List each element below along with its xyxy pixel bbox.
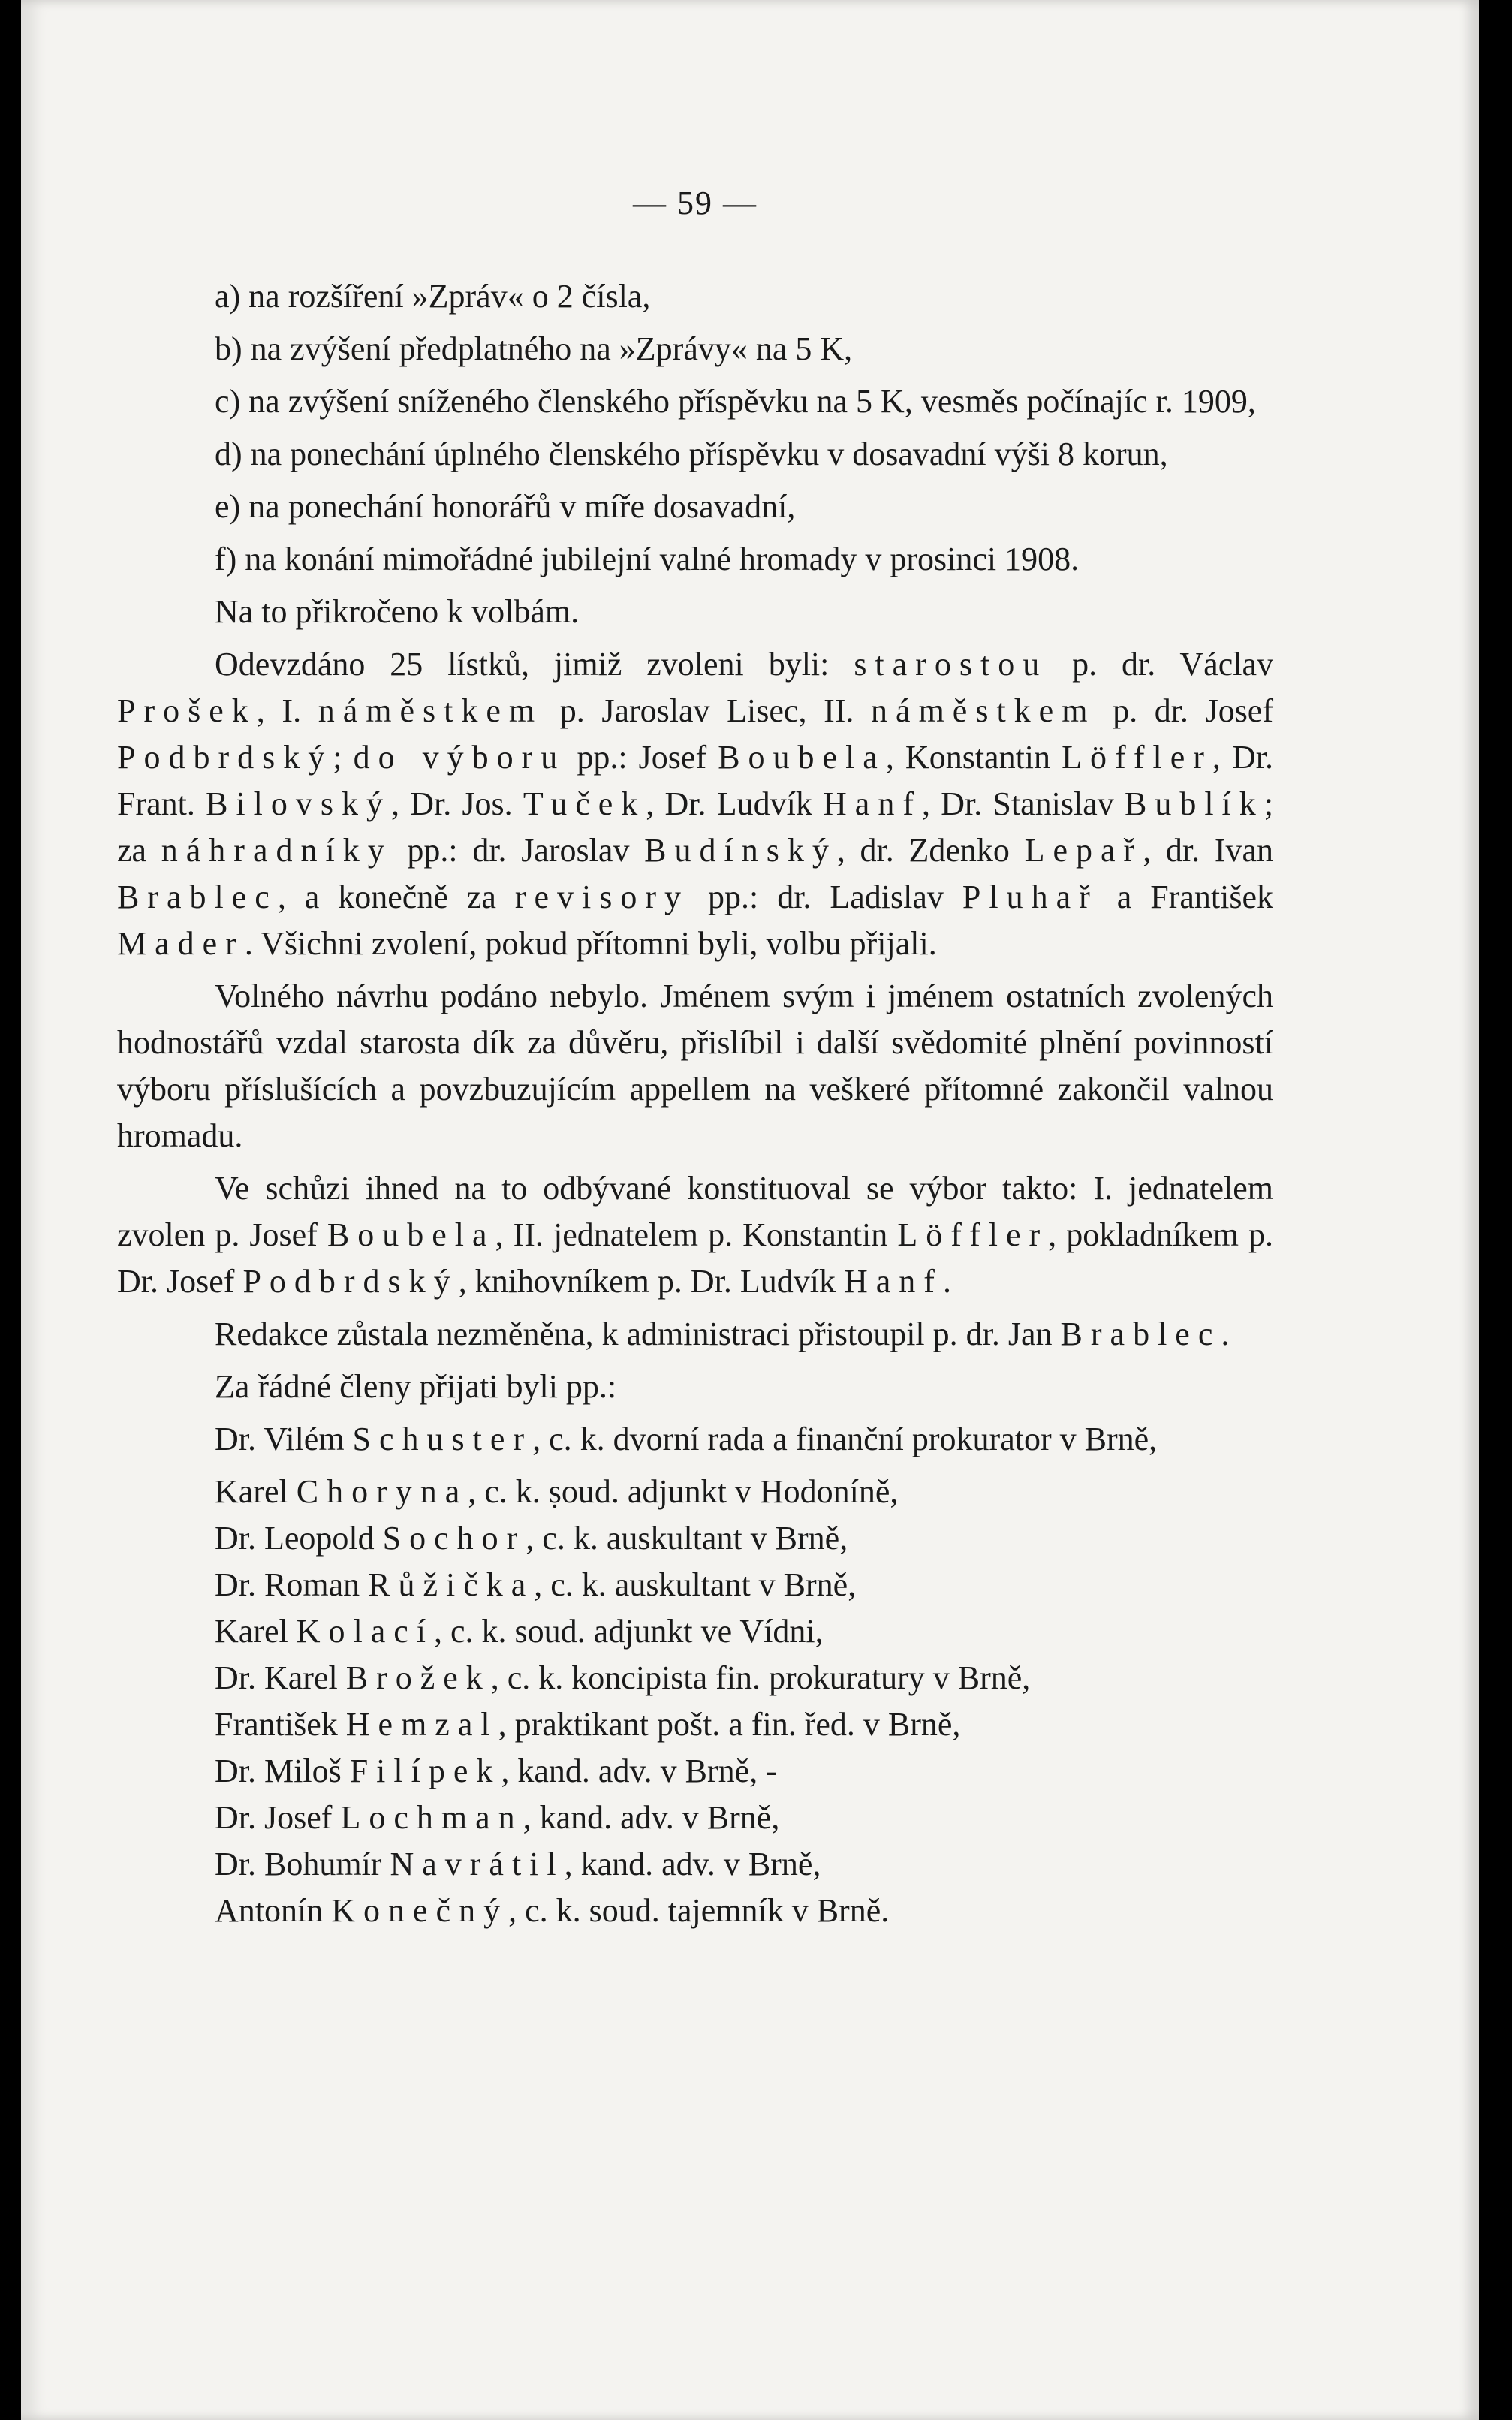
spaced-name: Löffler — [1062, 739, 1212, 776]
list-item: b) na zvýšení předplatného na »Zprávy« na 5 K, — [215, 330, 853, 367]
member-entry — [117, 1416, 1273, 1463]
spaced-name: Prošek — [117, 692, 257, 729]
list-item: f) na konání mimořádné jubilejní valné hromady v prosinci 1908. — [215, 541, 1080, 577]
text-run: Ve schůzi ihned na to odbývané konstituoval se výbor takto: I. jednatelem zvolen p. Josef — [117, 1170, 1273, 1253]
spaced-term: náměstkem — [318, 692, 544, 729]
member-name: Brožek — [345, 1659, 491, 1696]
member-entry — [117, 1608, 1273, 1655]
paragraph-editorial — [117, 1311, 1273, 1358]
page-number: — 59 — — [633, 185, 758, 222]
spaced-name: Hanf — [844, 1263, 943, 1300]
member-prefix: Dr. Leopold — [215, 1520, 383, 1557]
spaced-term: revisory — [514, 878, 690, 915]
spaced-name: Podbrdský — [117, 739, 333, 776]
member-detail: , c. k. ṣoud. adjunkt v Hodoníně, — [468, 1473, 899, 1510]
spaced-name: Bilovský — [206, 785, 392, 822]
text-run: Odevzdáno 25 lístků, jimiž zvoleni byli: — [215, 646, 854, 683]
member-name: Hemzal — [345, 1706, 498, 1743]
member-detail: , kand. adv. v Brně, - — [501, 1752, 777, 1789]
text-run: , II. jednatelem p. Konstantin — [495, 1216, 898, 1253]
list-item: c) na zvýšení sníženého členského příspěvku na 5 K, vesměs počínajíc r. 1909, — [215, 383, 1256, 420]
text-run: , Dr. Stanislav — [922, 785, 1125, 822]
member-entry — [117, 1841, 1273, 1888]
member-entry — [117, 1655, 1273, 1701]
member-prefix: Antonín — [215, 1892, 332, 1929]
spaced-name: Lepař — [1024, 832, 1143, 869]
paragraph-closing: Volného návrhu podáno nebylo. Jménem svým i jménem ostatních zvolených hodnostářů vzdal starosta dík za důvěru, přislíbil i další svědomité plnění povinností výboru příslušících a povzbuzujícím appellem na veškeré přítomné zakončil valnou hromadu. — [117, 978, 1273, 1154]
member-prefix: Dr. Miloš — [215, 1752, 350, 1789]
paragraph-committee — [117, 1165, 1273, 1305]
text-run: , a konečně za — [277, 878, 515, 915]
text-run: p. dr. Václav — [1047, 646, 1273, 683]
text-run: p. Jaroslav Lisec, II. — [543, 692, 872, 729]
text-run: , dr. Zdenko — [836, 832, 1025, 869]
book-page — [21, 0, 1479, 2420]
member-prefix: Dr. Bohumír — [215, 1846, 390, 1882]
member-prefix: Dr. Roman — [215, 1566, 369, 1603]
member-detail: , c. k. auskultant v Brně, — [534, 1566, 857, 1603]
spaced-name: Löffler — [897, 1216, 1049, 1253]
text-run: ; — [333, 739, 354, 776]
text-run: , dr. Ivan — [1143, 832, 1273, 869]
text-run: , Dr. Jos. — [391, 785, 523, 822]
spaced-name: Brablec — [1060, 1315, 1221, 1352]
paragraph-election-results — [117, 641, 1273, 967]
list-item: a) na rozšíření »Zpráv« o 2 čísla, — [215, 278, 651, 315]
text-run: , Konstantin — [885, 739, 1062, 776]
text-run: pp.: Josef — [565, 739, 718, 776]
member-entry — [117, 1469, 1273, 1515]
spaced-name: Boubela — [718, 739, 886, 776]
spaced-name: Hanf — [823, 785, 922, 822]
text-run: ; za — [117, 785, 1273, 869]
member-entry — [117, 1795, 1273, 1841]
member-detail: , praktikant pošt. a fin. řed. v Brně, — [498, 1706, 961, 1743]
member-detail: , c. k. dvorní rada a finanční prokurator v Brně, — [532, 1421, 1158, 1457]
spaced-name: Podbrdský — [242, 1263, 459, 1300]
spaced-name: Mader — [117, 925, 245, 962]
member-prefix: Karel — [215, 1473, 297, 1510]
member-detail: , c. k. soud. tajemník v Brně. — [508, 1892, 890, 1929]
list-item: d) na ponechání úplného členského příspěvku v dosavadní výši 8 korun, — [215, 435, 1168, 472]
text-run: a František — [1098, 878, 1273, 915]
text-run: , I. — [256, 692, 318, 729]
member-name: Sochor — [382, 1520, 526, 1557]
text-run: . Všichni zvolení, pokud přítomni byli, volbu přijali. — [244, 925, 937, 962]
member-prefix: Karel — [215, 1613, 297, 1650]
spaced-term: náměstkem — [871, 692, 1096, 729]
text-run: p. dr. Josef — [1095, 692, 1273, 729]
member-name: Schuster — [352, 1421, 533, 1457]
member-prefix: František — [215, 1706, 346, 1743]
member-entry — [117, 1515, 1273, 1562]
spaced-term: do výboru — [353, 739, 566, 776]
member-name: Choryna — [296, 1473, 468, 1510]
text-run: pp.: dr. Jaroslav — [392, 832, 645, 869]
spaced-name: Brablec — [117, 878, 278, 915]
text-run: Redakce zůstala nezměněna, k administraci přistoupil p. dr. Jan — [215, 1315, 1061, 1352]
member-detail: , c. k. auskultant v Brně, — [526, 1520, 848, 1557]
member-detail: , kand. adv. v Brně, — [564, 1846, 821, 1882]
member-entry — [117, 1888, 1273, 1934]
member-name: Lochman — [340, 1799, 523, 1836]
member-detail: , c. k. koncipista fin. prokuratury v Brně, — [490, 1659, 1031, 1696]
page-text — [117, 180, 1273, 1934]
spaced-name: Tuček — [523, 785, 646, 822]
member-name: Filípek — [349, 1752, 501, 1789]
text-run: . — [942, 1263, 951, 1300]
member-name: Navrátil — [390, 1846, 565, 1882]
text-run: , Dr. Frant. — [117, 739, 1273, 822]
member-entry — [117, 1701, 1273, 1748]
text-run: pp.: dr. Ladislav — [689, 878, 962, 915]
member-name: Konečný — [331, 1892, 509, 1929]
member-detail: , kand. adv. v Brně, — [523, 1799, 780, 1836]
member-entry — [117, 1562, 1273, 1608]
spaced-term: starostou — [854, 646, 1048, 683]
member-detail: , c. k. soud. adjunkt ve Vídni, — [434, 1613, 824, 1650]
member-prefix: Dr. Vilém — [215, 1421, 353, 1457]
member-name: Kolací — [296, 1613, 435, 1650]
text-run: , knihovníkem p. Dr. Ludvík — [458, 1263, 844, 1300]
list-item: e) na ponechání honorářů v míře dosavadní, — [215, 488, 796, 525]
member-prefix: Dr. Josef — [215, 1799, 341, 1836]
paragraph-members-intro: Za řádné členy přijati byli pp.: — [215, 1368, 617, 1405]
member-entry — [117, 1748, 1273, 1795]
spaced-name: Boubela — [327, 1216, 495, 1253]
text-run: , pokladníkem p. Dr. Josef — [117, 1216, 1273, 1300]
paragraph-volby: Na to přikročeno k volbám. — [215, 593, 580, 630]
text-run: . — [1221, 1315, 1230, 1352]
spaced-name: Bublík — [1124, 785, 1264, 822]
spaced-name: Budínský — [644, 832, 837, 869]
spaced-term: náhradníky — [161, 832, 393, 869]
member-prefix: Dr. Karel — [215, 1659, 346, 1696]
spaced-name: Pluhař — [962, 878, 1098, 915]
member-name: Růžička — [368, 1566, 535, 1603]
text-run: , Dr. Ludvík — [646, 785, 824, 822]
